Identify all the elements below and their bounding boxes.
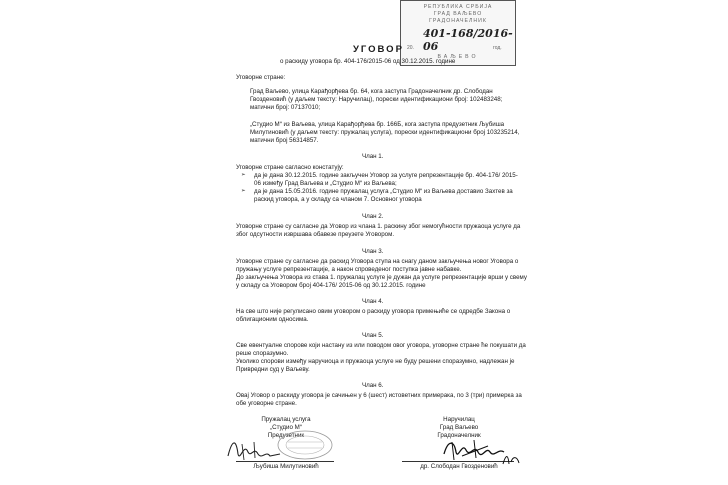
article-heading: Члан 3. — [362, 248, 384, 255]
article-heading: Члан 2. — [362, 213, 384, 220]
article-line: Овај Уговор о раскиду уговора је сачињен у 6 (шест) истоветних примерака, по 3 (три) примерка за — [236, 392, 522, 399]
signature-right-line: Градоначелник — [437, 432, 481, 439]
parties-intro: Уговорне стране: — [236, 74, 286, 81]
left-round-stamp-icon — [276, 428, 334, 462]
article-heading: Члан 4. — [362, 298, 384, 305]
document-subtitle: о раскиду уговора бр. 404-176/2015-06 од 30.12.2015. године — [280, 58, 456, 65]
bullet-icon: ➢ — [241, 172, 246, 178]
article-line: обе уговорне стране. — [236, 400, 297, 407]
stamp-year-suffix: год. — [493, 45, 502, 51]
article-bullet-line: да је дана 15.05.2016. године пружалац услуга „Студио М“ из Ваљева доставио Захтев за — [254, 188, 513, 195]
article-line: у складу са Уговором број 404-176/ 2015-06 од 30.12.2015. године — [236, 282, 426, 289]
stamp-city: ВАЉЕВО — [437, 54, 479, 60]
document-title: УГОВОР — [353, 44, 404, 55]
article-bullet-line: раскид уговора, а у складу са чланом 7. Основног уговора — [254, 196, 422, 203]
party1-line: матични број: 07137010; — [250, 104, 321, 111]
signature-left-line: „Студио М“ — [270, 424, 302, 431]
initials-mark-icon — [500, 452, 522, 468]
article-bullet-line: 06 између Град Ваљева и „Студио М“ из Ваљева; — [254, 180, 397, 187]
article-heading: Члан 6. — [362, 382, 384, 389]
party2-line: Милутиновић (у даљем тексту: пружалац услуга), порески идентификациони број 103235214, — [250, 129, 520, 136]
article-line: Уговорне стране су сагласне да Уговор из члана 1. раскину због немогућности пружаоца услуге да — [236, 223, 521, 230]
stamp-line: ГРАДОНАЧЕЛНИК — [429, 18, 487, 24]
signature-right-line: Наручилац — [443, 416, 475, 423]
article-line: На све што није регулисано овим уговором о раскиду уговора примењиће се одредбе Закона о — [236, 308, 511, 315]
party2-line: матични број 56314857. — [250, 137, 319, 144]
signature-right-name: др. Слободан Гвозденовић — [420, 463, 498, 470]
article-line: Уговорне стране сагласно констатују: — [236, 164, 344, 171]
party1-line: Гвозденовић (у даљем тексту: Наручилац), порески идентификациони број: 102483248; — [250, 96, 503, 103]
article-heading: Члан 1. — [362, 153, 384, 160]
article-bullet-line: да је дана 30.12.2015. године закључен Уговор за услуге репрезентације бр. 404-176/ 2015- — [254, 172, 518, 179]
signature-left-line: Предузетник — [267, 432, 305, 439]
stamp-line: РЕПУБЛИКА СРБИЈА — [423, 4, 493, 10]
registry-stamp — [400, 0, 516, 66]
article-line: Све евентуалне спорове који настану из или поводом овог уговора, уговорне стране ће покушати да — [236, 342, 526, 349]
signature-left-name: Љубиша Милутиновић — [253, 463, 319, 470]
bullet-icon: ➢ — [241, 188, 246, 194]
stamp-number: 401-168/2016-06 — [423, 27, 513, 53]
article-line: пружању услуге репрезентације, а након спроведеног поступка јавне набавке. — [236, 266, 462, 273]
article-heading: Члан 5. — [362, 332, 384, 339]
left-signature-scribble-icon — [224, 432, 284, 464]
signature-left-line: Пружалац услуга — [261, 416, 311, 423]
stamp-line: ГРАД ВАЉЕВО — [433, 11, 483, 17]
article-line: Привредни суд у Ваљеву. — [236, 366, 310, 373]
party2-line: „Студио М“ из Ваљева, улица Карађорђева бр. 166Б, кога заступа предузетник Љубиша — [250, 121, 505, 128]
article-line: облигационим односима. — [236, 316, 309, 323]
party1-line: Град Ваљево, улица Карађорђева бр. 64, кога заступа Градоначелник др. Слободан — [250, 88, 493, 95]
article-line: Уговорне стране су сагласне да раскид Уговора ступа на снагу даном закључења новог Уговора о — [236, 258, 519, 265]
article-line: Уколико спорови између наручиоца и пружаоца услуге не буду решени споразумно, надлежан је — [236, 358, 515, 365]
article-line: До закључења Уговора из става 1. пружалац услуге је дужан да услуге репрезентације врши у свему — [236, 274, 527, 281]
stamp-date-prefix: 20. — [407, 45, 414, 51]
signature-right-line: Град Ваљево — [439, 424, 479, 431]
article-line: због одсутности извршава обавезе преузете Уговором. — [236, 231, 395, 238]
article-line: реше споразумно. — [236, 350, 289, 357]
